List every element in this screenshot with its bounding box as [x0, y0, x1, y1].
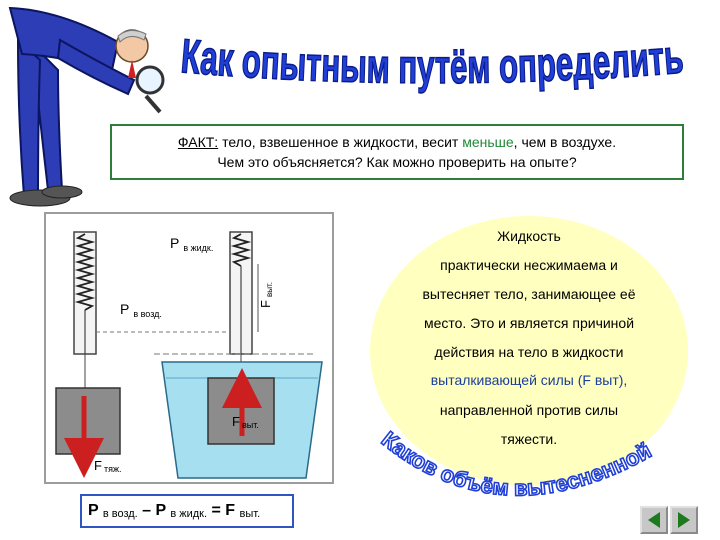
fact-text-1: тело, взвешенное в жидкости, весит: [218, 134, 463, 150]
fact-question: Чем это объясняется? Как можно проверить на опыте?: [217, 154, 577, 170]
formula-equals: = F: [207, 502, 236, 519]
fact-highlight: меньше: [462, 134, 514, 150]
explanation-line-1: Жидкость: [497, 228, 561, 244]
label-p-liquid: P $_{в жидк.}$: [170, 235, 214, 253]
magnifier-icon: [137, 67, 163, 112]
explanation-line-8: тяжести.: [500, 431, 558, 447]
label-f-buoy: F выт.: [232, 414, 259, 430]
explanation-line-7: направленной против силы: [439, 402, 619, 418]
explanation-line-5: действия на тело в жидкости: [434, 344, 624, 360]
formula-f-sub: выт.: [239, 508, 261, 520]
scientist-illustration: [0, 0, 180, 212]
fact-statement: [112, 134, 682, 150]
label-p-air: P $_{в возд.}$: [120, 301, 162, 319]
experiment-diagram: [44, 212, 334, 484]
page-title: Как опытным путём определить: [179, 29, 696, 95]
formula-liquid-sub: в жидк.: [170, 508, 208, 520]
fact-box: [110, 124, 684, 180]
prev-icon: [642, 508, 666, 532]
label-f-buoy-vertical: [258, 282, 274, 308]
prev-button[interactable]: [640, 506, 668, 534]
svg-text:Fвыт.: Fвыт.: [258, 282, 274, 308]
fact-text-2: , чем в воздухе.: [513, 134, 617, 150]
block-in-air: [56, 388, 120, 454]
curved-caption-text: Каков объём вытесненной: [376, 426, 656, 501]
explanation-line-4: место. Это и является причиной: [423, 315, 635, 331]
next-icon: [672, 508, 696, 532]
fact-label: ФАКТ:: [177, 134, 219, 150]
next-button[interactable]: [670, 506, 698, 534]
label-f-gravity: F тяж.: [94, 458, 122, 474]
explanation-line-3: вытесняет тело, занимающее её: [422, 286, 636, 302]
formula-p-sub: в возд.: [102, 508, 138, 520]
explanation-line-6: выталкивающей силы (F выт),: [430, 372, 628, 388]
formula-p: P: [88, 502, 99, 519]
formula-minus: – P: [137, 502, 166, 519]
explanation-line-2: практически несжимаема и: [440, 257, 618, 273]
formula-box: [80, 494, 294, 528]
